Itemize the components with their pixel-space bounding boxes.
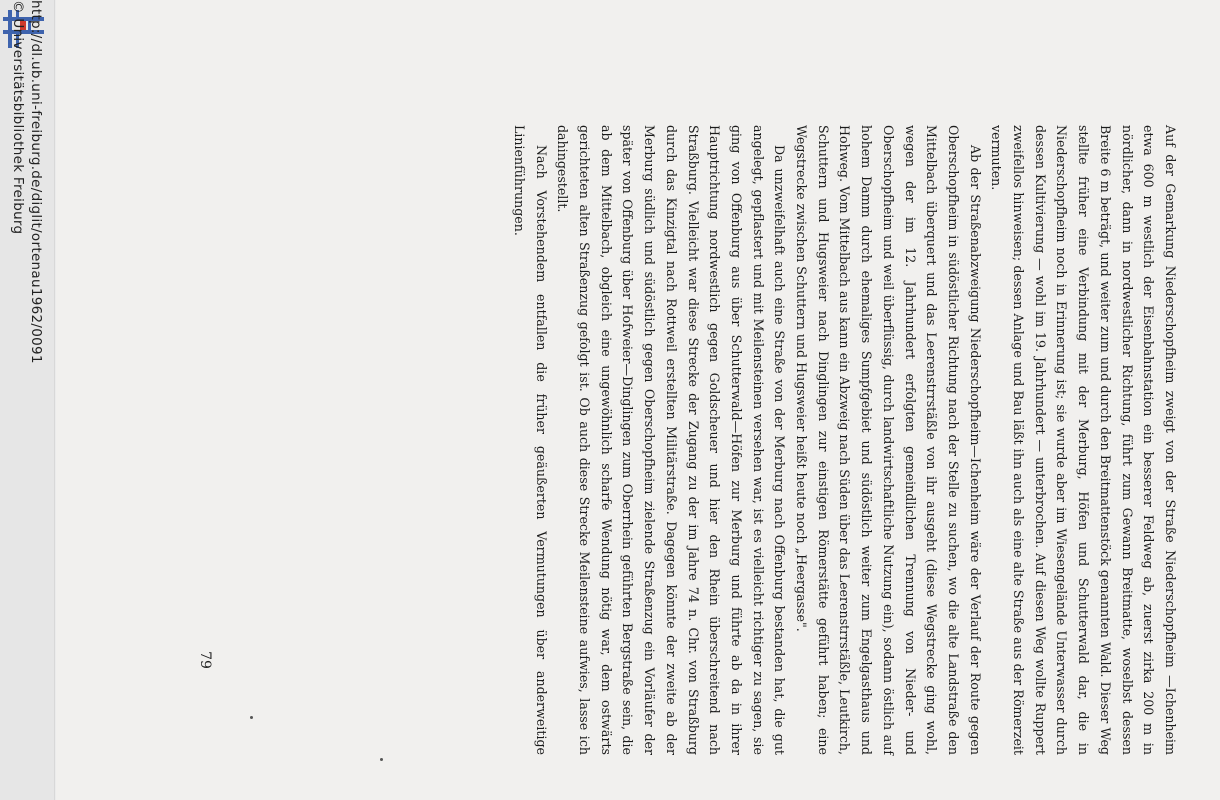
scan-speck (250, 716, 253, 719)
viewer-sidebar (0, 0, 55, 800)
page-body-text (401, 125, 1181, 755)
paragraph-2: Ab der Straßenabzweigung Niederschopfheim—Ichenheim wäre der Verlauf der Route gegen Oberschopfheim in südöstlicher Richtung nach der Stelle zu suchen, wo die alte Landstraße den Mittelbach überquert und das Leerenstrrstäßle von ihr ausgeht (diese Wegstrecke ging wohl, wegen der im 12. Jahrhundert erfolgten gemeindlichen Trennung von Nieder- und Oberschopfheim und weil überflüssig, durch landwirtschaftliche Nutzung ein), sodann östlich auf hohem Damm durch ehemaliges Sumpfgebiet und südöstlich weiter zum Engelgasthaus und Hohweg. Vom Mittelbach aus kann ein Abzweig nach Süden über das Leerenstrrstäßle, Leutkirch, Schuttern und Hugsweier nach Dinglingen zur einstigen Römerstätte geführt haben; eine Wegstrecke zwischen Schuttern und Hugsweier heißt heute noch „Heergasse". (794, 125, 983, 755)
page-number: 79 (197, 651, 213, 669)
paragraph-3: Da unzweifelhaft auch eine Straße von der Merburg nach Offenburg bestanden hat, die gut angelegt, gepflastert und mit Meilensteinen versehen war, ist es vielleicht richtiger zu sagen, sie ging von Offenburg aus über Schutterwald—Höfen zur Merburg und führte ab da in ihrer Hauptrichtung nordwestlich gegen Goldscheuer und hier den Rhein überschreitend nach Straßburg. Vielleicht war diese Strecke der Zugang zu der im Jahre 74 n. Chr. von Straßburg durch das Kinzigtal nach Rottweil erstellten Militärstraße. Dagegen könnte der zweite ab der Merburg südlich und südöstlich gegen Oberschopfheim zielende Straßenzug ein Vorläufer der später von Offenburg über Hofweier—Dinglingen zum Oberrhein geführten Bergstraße sein, die ab dem Mittelbach, obgleich eine ungewöhnlich scharfe Wendung nötig war, dem ostwärts gerichteten alten Straßenzug gefolgt ist. Ob auch diese Strecke Meilensteine aufwies, lasse ich dahingestellt. (555, 125, 788, 755)
source-url[interactable]: http://dl.ub.uni-freiburg.de/diglit/ortenau1962/0091 (28, 0, 44, 364)
scan-speck (380, 758, 383, 761)
copyright-notice: © Universitätsbibliothek Freiburg (10, 0, 26, 235)
paragraph-1: Auf der Gemarkung Niederschopfheim zweigt von der Straße Niederschopfheim —Ichenheim etwa 600 m westlich der Eisenbahnstation ein besserer Feldweg ab, zuerst zirka 200 m in nördlicher, dann in nordwestlicher Richtung, führt zum Gewann Breitmatte, woselbst dessen Breite 6 m beträgt, und weiter zum und durch den Breitmattenstöck genannten Wald. Dieser Weg stellte früher eine Verbindung mit der Merburg, Höfen und Schutterwald dar, die in Niederschopfheim noch in Erinnerung ist; sie wurde aber im Wiesengelände Unterwasser durch dessen Kultivierung — wohl im 19. Jahrhundert — unterbrochen. Auf diesen Weg wollte Ruppert zweifellos hinweisen; dessen Anlage und Bau läßt ihn auch als eine alte Straße aus der Römerzeit vermuten. (989, 125, 1178, 755)
scanned-page (56, 0, 1220, 800)
sidebar-caption (9, 0, 45, 800)
paragraph-4: Nach Vorstehendem entfallen die früher geäußerten Vermutungen über anderweitige Linienführungen. (511, 125, 549, 755)
